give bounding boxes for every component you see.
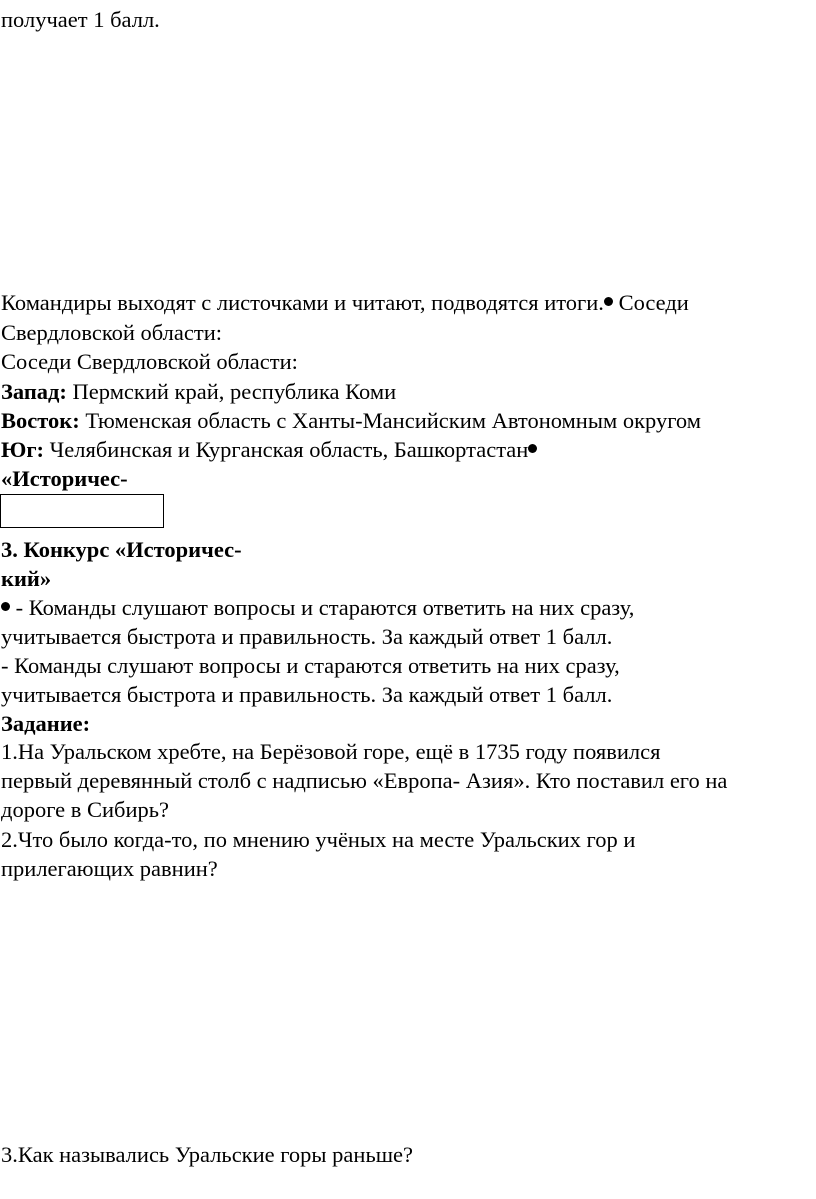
question-3-line-1: 3.Как назывались Уральские горы раньше? <box>1 1142 414 1167</box>
neighbors-heading: Соседи Свердловской области: <box>1 349 298 374</box>
empty-box <box>0 494 164 528</box>
contest-desc-1-line-1 <box>1 594 634 622</box>
west-value: Пермский край, республика Коми <box>72 379 397 404</box>
summary-text: Командиры выходят с листочками и читают, подводятся итоги. <box>1 290 604 315</box>
historical-fragment: «Историчес- <box>1 466 128 491</box>
question-2-line-1: 2.Что было когда-то, по мнению учёных на месте Уральских гор и <box>1 827 636 852</box>
intro-line: получает 1 балл. <box>1 7 160 32</box>
task-label: Задание: <box>1 711 91 736</box>
contest-title-line-1: 3. Конкурс «Историчес- <box>1 537 242 562</box>
bullet-icon <box>604 297 613 306</box>
question-1-line-3: дороге в Сибирь? <box>1 797 170 822</box>
summary-line-2: Свердловской области: <box>1 320 223 345</box>
south-value: Челябинская и Курганская область, Башкортастан <box>49 437 529 462</box>
question-2-line-2: прилегающих равнин? <box>1 856 218 881</box>
neighbor-west <box>1 378 396 406</box>
summary-line-1 <box>1 289 689 317</box>
east-label: Восток: <box>1 408 80 433</box>
contest-desc-1-text: - Команды слушают вопросы и стараются ответить на них сразу, <box>15 595 635 620</box>
bullet-icon <box>528 444 537 453</box>
contest-title-line-2: кий» <box>1 566 52 591</box>
question-1-line-1: 1.На Уральском хребте, на Берёзовой горе, ещё в 1735 году появился <box>1 739 661 764</box>
contest-desc-2-line-2: учитывается быстрота и правильность. За каждый ответ 1 балл. <box>1 682 613 707</box>
summary-tail: Соседи <box>618 290 689 315</box>
question-1-line-2: первый деревянный столб с надписью «Европа- Азия». Кто поставил его на <box>1 768 728 793</box>
west-label: Запад: <box>1 379 67 404</box>
contest-desc-1-line-2: учитывается быстрота и правильность. За каждый ответ 1 балл. <box>1 624 613 649</box>
east-value: Тюменская область с Ханты-Мансийским Автономным округом <box>85 408 701 433</box>
contest-desc-2-line-1: - Команды слушают вопросы и стараются ответить на них сразу, <box>1 653 620 678</box>
bullet-icon <box>1 602 10 611</box>
neighbor-east <box>1 407 701 435</box>
south-label: Юг: <box>1 437 45 462</box>
neighbor-south <box>1 436 537 464</box>
